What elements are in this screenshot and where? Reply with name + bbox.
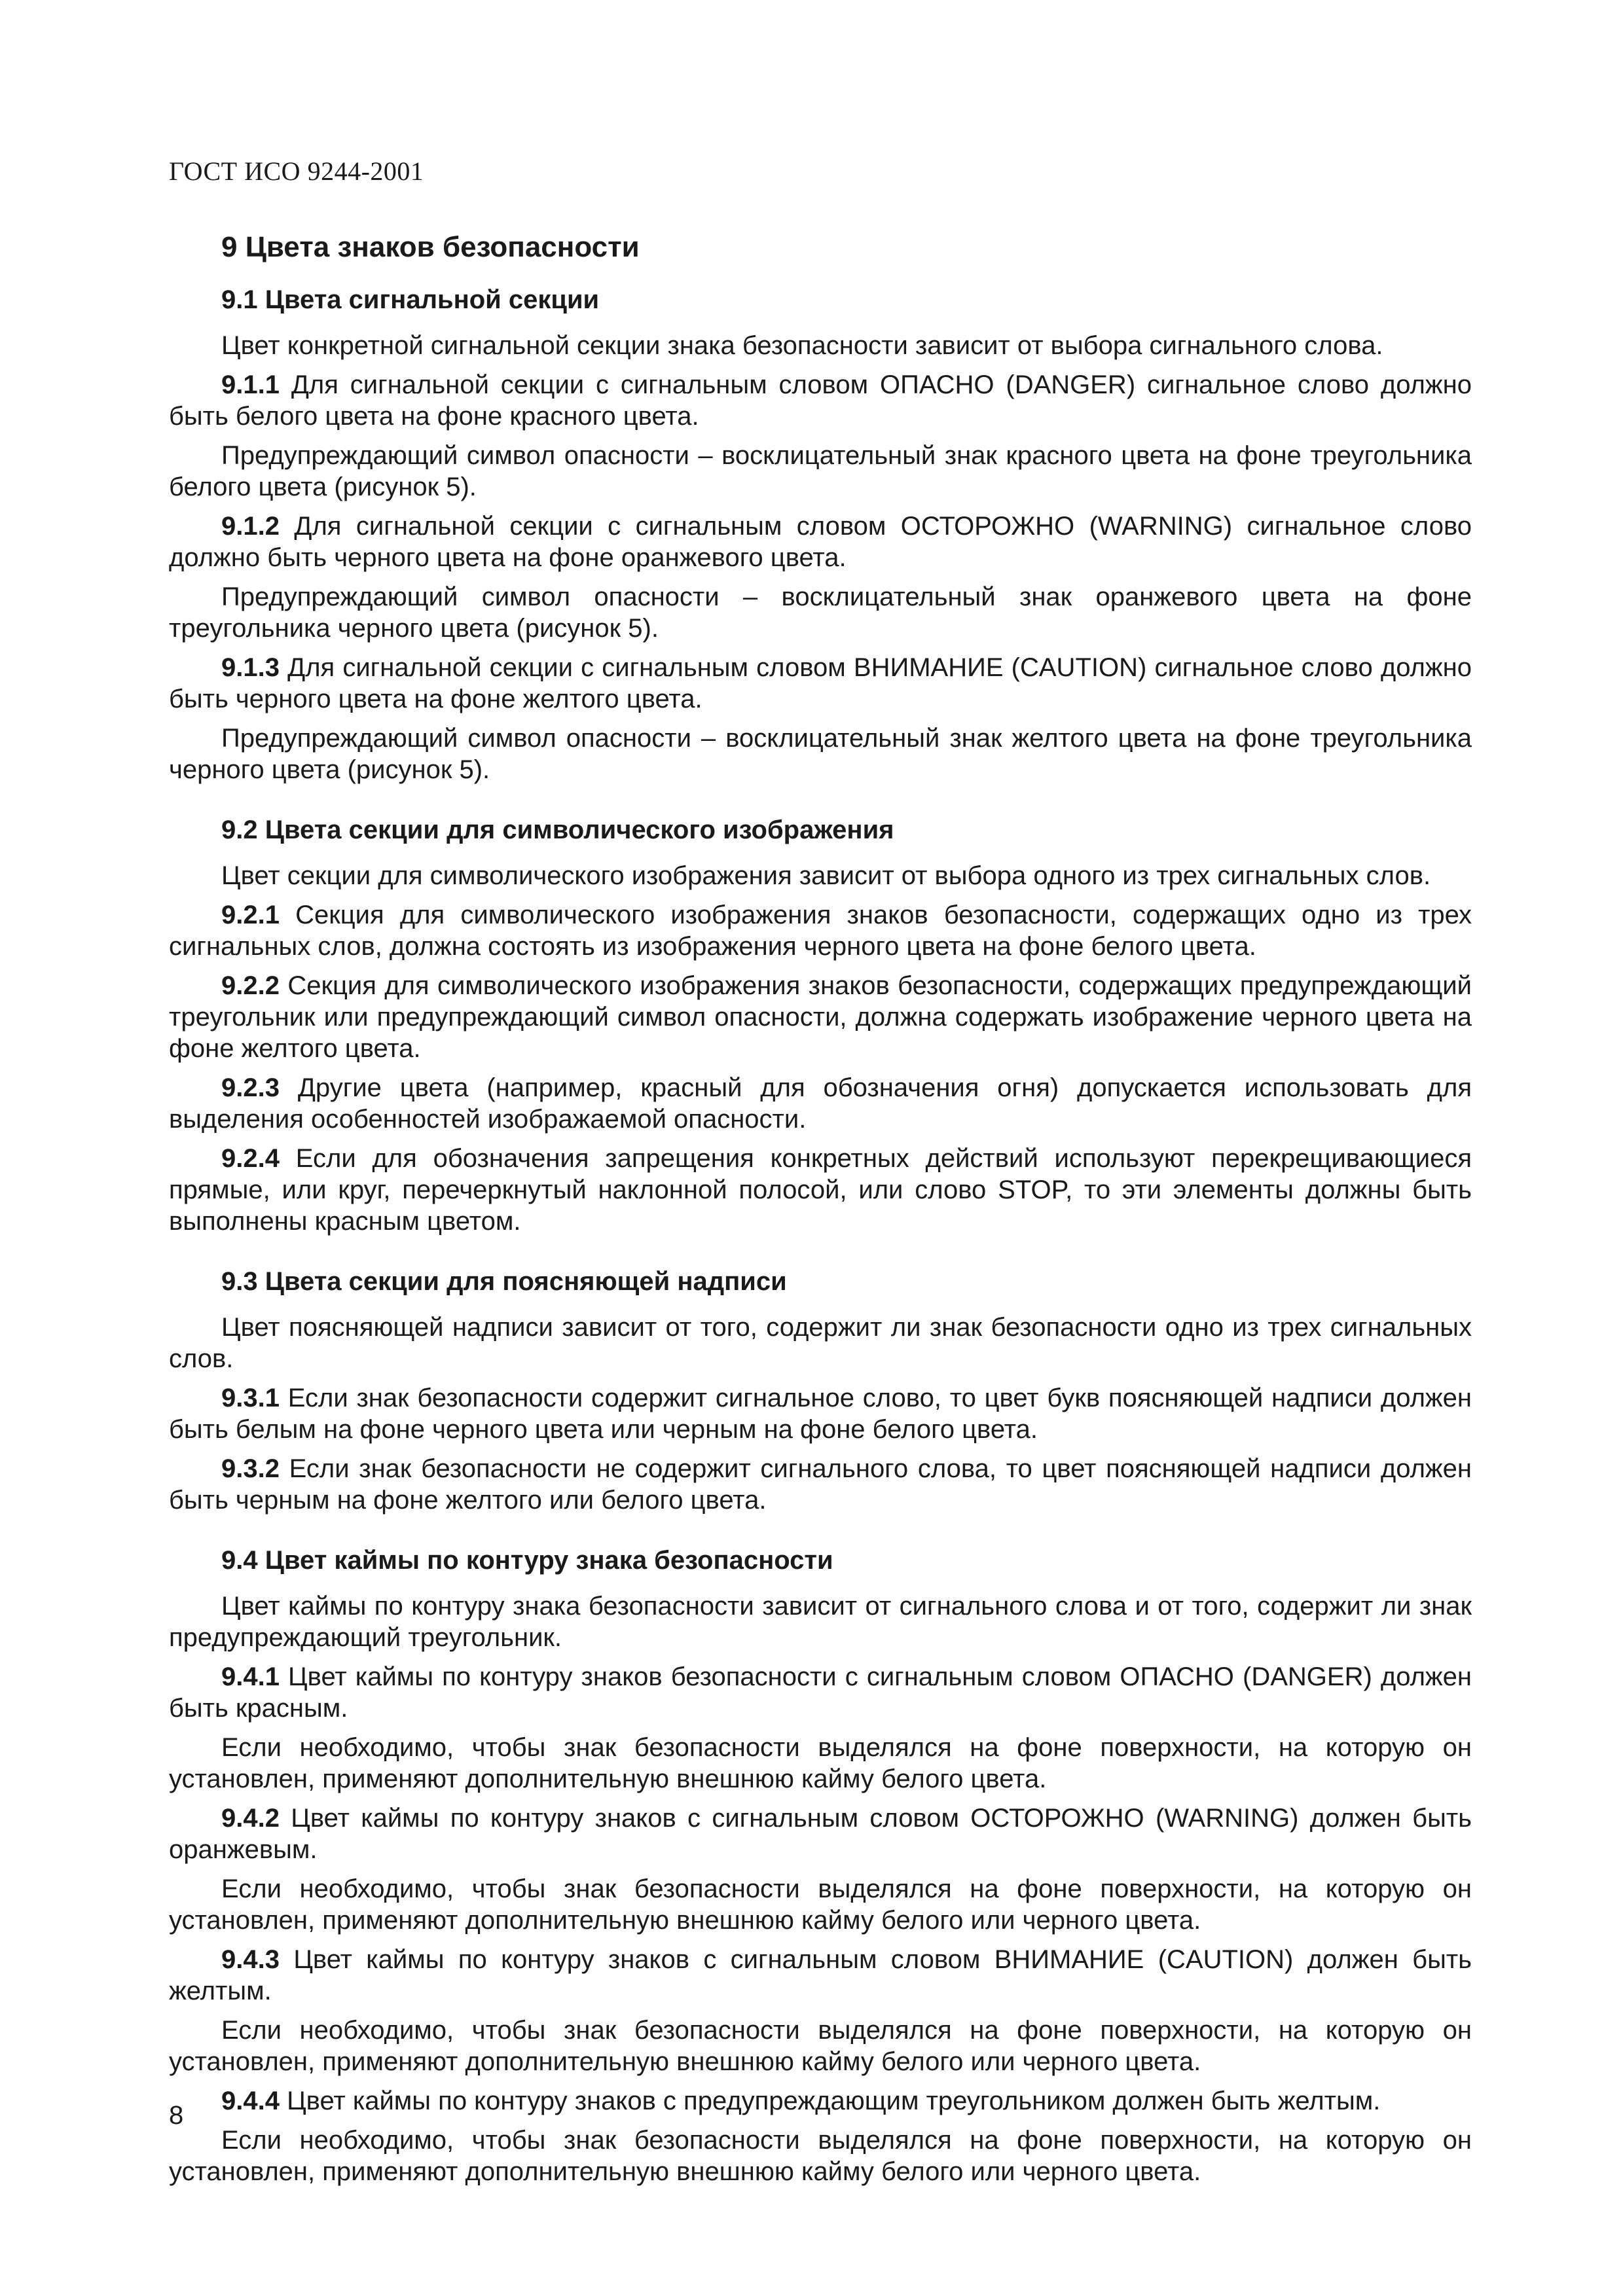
paragraph	[169, 860, 1472, 891]
paragraph	[169, 1143, 1472, 1237]
paragraph	[169, 723, 1472, 785]
paragraph	[169, 899, 1472, 962]
paragraph-text: Если необходимо, чтобы знак безопасности выделялся на фоне поверхности, на которую он установлен, применяют дополнительную внешнюю кайму белого или черного цвета.	[169, 1874, 1472, 1935]
clause-number: 9.1.2	[221, 512, 280, 541]
paragraph-text: Цвет конкретной сигнальной секции знака безопасности зависит от выбора сигнального слова.	[221, 331, 1383, 360]
paragraph-text: Если знак безопасности не содержит сигнального слова, то цвет поясняющей надписи должен быть черным на фоне желтого или белого цвета.	[169, 1454, 1472, 1515]
clause-number: 9.2.1	[221, 901, 280, 929]
paragraph-text: Если необходимо, чтобы знак безопасности выделялся на фоне поверхности, на которую он установлен, применяют дополнительную внешнюю кайму белого цвета.	[169, 1733, 1472, 1793]
section-title: 9 Цвета знаков безопасности	[221, 231, 640, 263]
paragraph-text: Цвет каймы по контуру знаков с предупреждающим треугольником должен быть желтым.	[279, 2087, 1381, 2115]
paragraph	[169, 1803, 1472, 1865]
paragraph-text: Для сигнальной секции с сигнальным словом ОСТОРОЖНО (WARNING) сигнальное слово должно быть черного цвета на фоне оранжевого цвета.	[169, 512, 1472, 572]
document-code-header: ГОСТ ИСО 9244-2001	[169, 156, 424, 186]
clause-number: 9.3.1	[221, 1384, 280, 1412]
paragraph	[169, 1590, 1472, 1653]
paragraph	[169, 2125, 1472, 2187]
paragraph-text: Если необходимо, чтобы знак безопасности выделялся на фоне поверхности, на которую он установлен, применяют дополнительную внешнюю кайму белого или черного цвета.	[169, 2126, 1472, 2186]
paragraph	[169, 1732, 1472, 1795]
paragraph	[169, 1382, 1472, 1445]
paragraph	[169, 1873, 1472, 1936]
paragraph-text: Если необходимо, чтобы знак безопасности выделялся на фоне поверхности, на которую он установлен, применяют дополнительную внешнюю кайму белого или черного цвета.	[169, 2016, 1472, 2076]
clause-number: 9.2.3	[221, 1073, 280, 1102]
paragraph-text: Если для обозначения запрещения конкретных действий используют перекрещивающиеся прямые, или круг, перечеркнутый наклонной полосой, или слово STOP, то эти элементы должны быть выполнены красным цветом.	[169, 1144, 1472, 1236]
clause-number: 9.4.3	[221, 1945, 280, 1974]
paragraph-text: Предупреждающий символ опасности – восклицательный знак оранжевого цвета на фоне треугольника черного цвета (рисунок 5).	[169, 583, 1472, 643]
paragraph	[169, 330, 1472, 361]
clause-number: 9.1.1	[221, 370, 280, 399]
paragraph	[169, 1944, 1472, 2007]
paragraph-text: Предупреждающий символ опасности – восклицательный знак красного цвета на фоне треугольника белого цвета (рисунок 5).	[169, 441, 1472, 501]
paragraph-text: Цвет каймы по контуру знаков с сигнальным словом ОСТОРОЖНО (WARNING) должен быть оранжевым.	[169, 1804, 1472, 1864]
paragraph	[169, 652, 1472, 715]
paragraph	[169, 1312, 1472, 1374]
subsection-heading: 9.1 Цвета сигнальной секции	[221, 285, 600, 314]
clause-number: 9.3.2	[221, 1454, 280, 1483]
paragraph-text: Для сигнальной секции с сигнальным словом ВНИМАНИЕ (CAUTION) сигнальное слово должно быть черного цвета на фоне желтого цвета.	[169, 653, 1472, 713]
paragraph-text: Секция для символического изображения знаков безопасности, содержащих одно из трех сигнальных слов, должна состоять из изображения черного цвета на фоне белого цвета.	[169, 901, 1472, 961]
paragraph-text: Цвет секции для символического изображения зависит от выбора одного из трех сигнальных слов.	[221, 861, 1431, 890]
paragraph-text: Если знак безопасности содержит сигнальное слово, то цвет букв поясняющей надписи должен быть белым на фоне черного цвета или черным на фоне белого цвета.	[169, 1384, 1472, 1444]
clause-number: 9.4.1	[221, 1662, 280, 1691]
page-number: 8	[169, 2101, 184, 2130]
paragraph	[169, 2015, 1472, 2077]
subsection-heading: 9.4 Цвет каймы по контуру знака безопасности	[221, 1546, 833, 1575]
clause-number: 9.4.2	[221, 1804, 280, 1833]
clause-number: 9.2.4	[221, 1144, 280, 1173]
paragraph-text: Цвет каймы по контуру знаков с сигнальным словом ВНИМАНИЕ (CAUTION) должен быть желтым.	[169, 1945, 1472, 2005]
page-content	[169, 229, 1472, 2195]
paragraph	[169, 1661, 1472, 1724]
paragraph	[169, 2085, 1472, 2117]
paragraph-text: Цвет каймы по контуру знаков безопасности с сигнальным словом ОПАСНО (DANGER) должен быть красным.	[169, 1662, 1472, 1723]
paragraph	[169, 970, 1472, 1064]
clause-number: 9.4.4	[221, 2087, 280, 2115]
paragraph-text: Цвет поясняющей надписи зависит от того, содержит ли знак безопасности одно из трех сигнальных слов.	[169, 1313, 1472, 1373]
subsection-heading: 9.3 Цвета секции для поясняющей надписи	[221, 1267, 787, 1296]
subsections-container	[169, 284, 1472, 2187]
paragraph-text: Предупреждающий символ опасности – восклицательный знак желтого цвета на фоне треугольника черного цвета (рисунок 5).	[169, 724, 1472, 784]
subsection-heading: 9.2 Цвета секции для символического изображения	[221, 816, 894, 844]
paragraph-text: Цвет каймы по контуру знака безопасности зависит от сигнального слова и от того, содержит ли знак предупреждающий треугольник.	[169, 1592, 1472, 1652]
clause-number: 9.1.3	[221, 653, 280, 682]
paragraph	[169, 581, 1472, 644]
paragraph-text: Секция для символического изображения знаков безопасности, содержащих предупреждающий треугольник или предупреждающий символ опасности, должна содержать изображение черного цвета на фоне желтого цвета.	[169, 971, 1472, 1063]
paragraph-text: Другие цвета (например, красный для обозначения огня) допускается использовать для выделения особенностей изображаемой опасности.	[169, 1073, 1472, 1134]
paragraph	[169, 440, 1472, 503]
paragraph	[169, 369, 1472, 432]
clause-number: 9.2.2	[221, 971, 280, 1000]
paragraph-text: Для сигнальной секции с сигнальным словом ОПАСНО (DANGER) сигнальное слово должно быть белого цвета на фоне красного цвета.	[169, 370, 1472, 431]
paragraph	[169, 1072, 1472, 1135]
paragraph	[169, 1453, 1472, 1516]
paragraph	[169, 511, 1472, 573]
